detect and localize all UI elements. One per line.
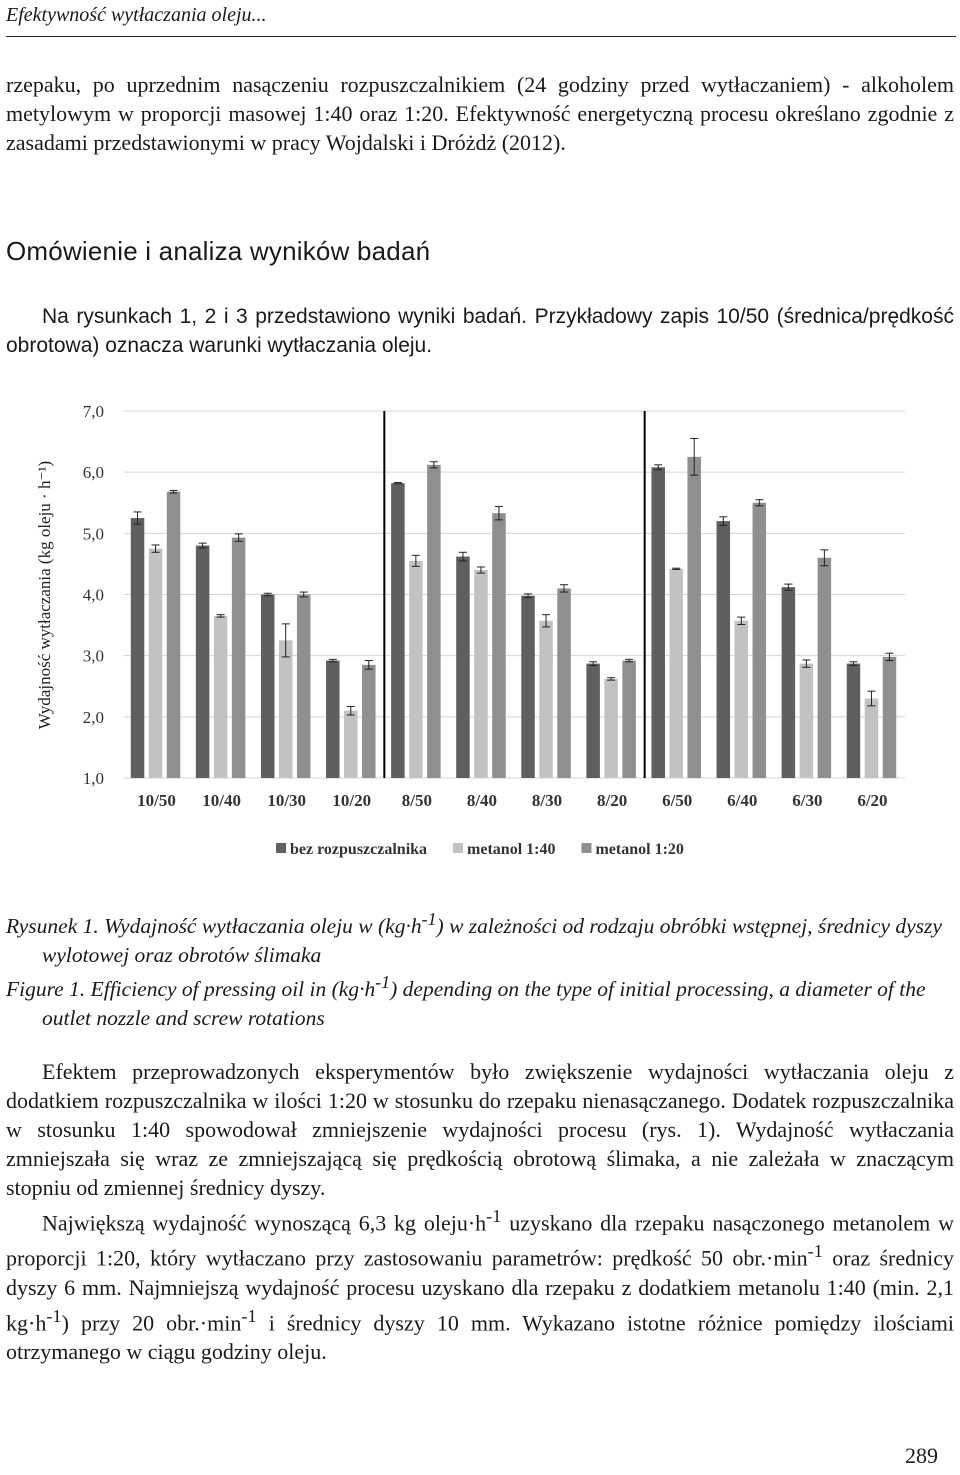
legend-swatch xyxy=(581,843,591,853)
bar xyxy=(279,640,293,778)
caption-en-text-b: ) depending on the type of initial processing, a diameter of the outlet nozzle and screw rotations xyxy=(42,977,926,1031)
bar xyxy=(297,595,311,779)
paragraph-maximum-minimum xyxy=(6,1202,954,1366)
x-tick-label: 8/30 xyxy=(531,791,563,810)
bar xyxy=(753,503,767,778)
bar-chart xyxy=(0,390,960,880)
y-tick-label: 3,0 xyxy=(82,646,104,666)
y-tick-label: 5,0 xyxy=(82,524,104,544)
p4-text-b: uzyskano dla rzepaku nasączonego metanolem w proporcji 1:20, który wytłaczano przy zastosowaniu parametrów: prędkość 50 obr.·min xyxy=(6,1210,954,1271)
bar xyxy=(669,569,683,778)
bar xyxy=(782,587,796,778)
bar xyxy=(196,546,210,778)
figure-caption-en xyxy=(6,968,954,1033)
x-tick-label: 10/20 xyxy=(332,791,372,810)
figure-1-chart xyxy=(0,390,960,880)
paragraph-methods-end: rzepaku, po uprzednim nasączeniu rozpuszczalnikiem (24 godziny przed wytłaczaniem) - alkoholem metylowym w proporcji masowej 1:40 oraz 1:20. Efektywność energetyczną procesu określano zgodnie z zasadami przedstawionymi w pracy Wojdalski i Dróżdż (2012). xyxy=(6,72,954,155)
y-tick-label: 4,0 xyxy=(82,585,104,605)
y-tick-label: 7,0 xyxy=(82,402,104,421)
bar xyxy=(362,665,376,778)
bar xyxy=(818,558,832,778)
x-tick-label: 8/40 xyxy=(466,791,498,810)
paragraph-discussion: Efektem przeprowadzonych eksperymentów było zwiększenie wydajności wytłaczania oleju z dodatkiem rozpuszczalnika w ilości 1:20 w stosunku do rzepaku nienasączanego. Dodatek rozpuszczalnika w stosunku 1:40 spowodował zmniejszenie wydajności procesu (rys. 1). Wydajność wytłaczania zmniejszała się wraz ze zmniejszającą się prędkością obrotową ślimaka, a nie zależała w znaczącym stopniu od zmiennej średnicy dyszy. xyxy=(6,1059,954,1200)
bar xyxy=(651,467,665,778)
bar xyxy=(427,465,441,778)
y-tick-label: 6,0 xyxy=(82,463,104,483)
x-tick-label: 6/30 xyxy=(792,791,823,810)
bar xyxy=(131,518,145,778)
bar xyxy=(167,492,181,778)
x-tick-label: 10/50 xyxy=(137,791,176,810)
bar xyxy=(326,661,340,778)
bar xyxy=(456,557,470,778)
bar xyxy=(474,570,488,778)
caption-en-sup: -1 xyxy=(375,972,391,992)
caption-en-text-a: Figure 1. Efficiency of pressing oil in (kg·h xyxy=(6,977,376,1002)
running-header: Efektywność wytłaczania oleju... xyxy=(6,4,267,26)
caption-pl-sup: -1 xyxy=(421,909,437,929)
x-tick-label: 10/30 xyxy=(267,791,307,810)
p4-text-d: ) przy 20 obr.·min xyxy=(61,1309,242,1335)
x-tick-label: 8/20 xyxy=(597,791,628,810)
x-tick-label: 8/50 xyxy=(401,791,432,810)
p4-text-a: Największą wydajność wynoszącą 6,3 kg oleju·h xyxy=(42,1210,487,1236)
bar xyxy=(735,621,749,778)
bar xyxy=(539,621,553,778)
bar xyxy=(232,538,246,778)
y-tick-label: 2,0 xyxy=(82,707,104,727)
p4-sup-a: -1 xyxy=(486,1206,502,1226)
p4-sup-d: -1 xyxy=(241,1305,257,1326)
section-title: Omówienie i analiza wyników badań xyxy=(6,236,431,266)
p4-text-c: oraz średnicy dyszy 6 mm. Najmniejszą wydajność procesu uzyskano dla rzepaku z dodatkiem metanolu 1:40 (min. 2,1 kg·h xyxy=(6,1245,955,1335)
y-axis-label: Wydajność wytłaczania (kg oleju · h⁻¹) xyxy=(35,460,54,730)
header-rule xyxy=(6,36,956,37)
x-tick-label: 6/20 xyxy=(857,791,888,810)
bar xyxy=(604,679,618,778)
x-tick-label: 6/50 xyxy=(662,791,693,810)
bar xyxy=(865,698,879,778)
bar xyxy=(717,521,731,778)
y-tick-label: 1,0 xyxy=(82,769,104,788)
bar xyxy=(261,595,275,779)
bar xyxy=(492,513,506,778)
bar xyxy=(622,661,636,778)
legend-label: metanol 1:20 xyxy=(595,841,684,858)
bar xyxy=(391,483,405,778)
bar xyxy=(800,664,814,778)
p4-sup-b: -1 xyxy=(807,1241,823,1262)
bar xyxy=(149,549,163,778)
page-number: 289 xyxy=(905,1443,938,1468)
legend-label: bez rozpuszczalnika xyxy=(290,841,428,858)
x-tick-label: 6/40 xyxy=(727,791,758,810)
p4-sup-c: -1 xyxy=(46,1305,62,1326)
bar xyxy=(409,561,423,778)
bar xyxy=(883,657,897,778)
bar xyxy=(521,596,535,778)
bar xyxy=(214,616,228,778)
figure-caption-pl xyxy=(6,905,954,970)
bar xyxy=(847,664,861,778)
bar xyxy=(344,711,358,778)
caption-pl-text-b: ) w zależności od rodzaju obróbki wstępnej, średnicy dyszy wylotowej oraz obrotów ślimaka xyxy=(42,914,942,968)
bar xyxy=(586,664,600,778)
bar xyxy=(687,457,701,778)
legend-label: metanol 1:40 xyxy=(467,841,556,858)
caption-pl-text-a: Rysunek 1. Wydajność wytłaczania oleju w (kg·h xyxy=(6,914,422,939)
legend-swatch xyxy=(453,843,463,853)
p4-text-e: i średnicy dyszy 10 mm. Wykazano istotne różnice pomiędzy ilościami otrzymanego w ciągu godziny oleju. xyxy=(6,1309,954,1364)
paragraph-results-intro: Na rysunkach 1, 2 i 3 przedstawiono wyniki badań. Przykładowy zapis 10/50 (średnica/prędkość obrotowa) oznacza warunki wytłaczania oleju. xyxy=(6,305,954,357)
legend-swatch xyxy=(276,843,286,853)
x-tick-label: 10/40 xyxy=(202,791,241,810)
bar xyxy=(557,588,571,778)
